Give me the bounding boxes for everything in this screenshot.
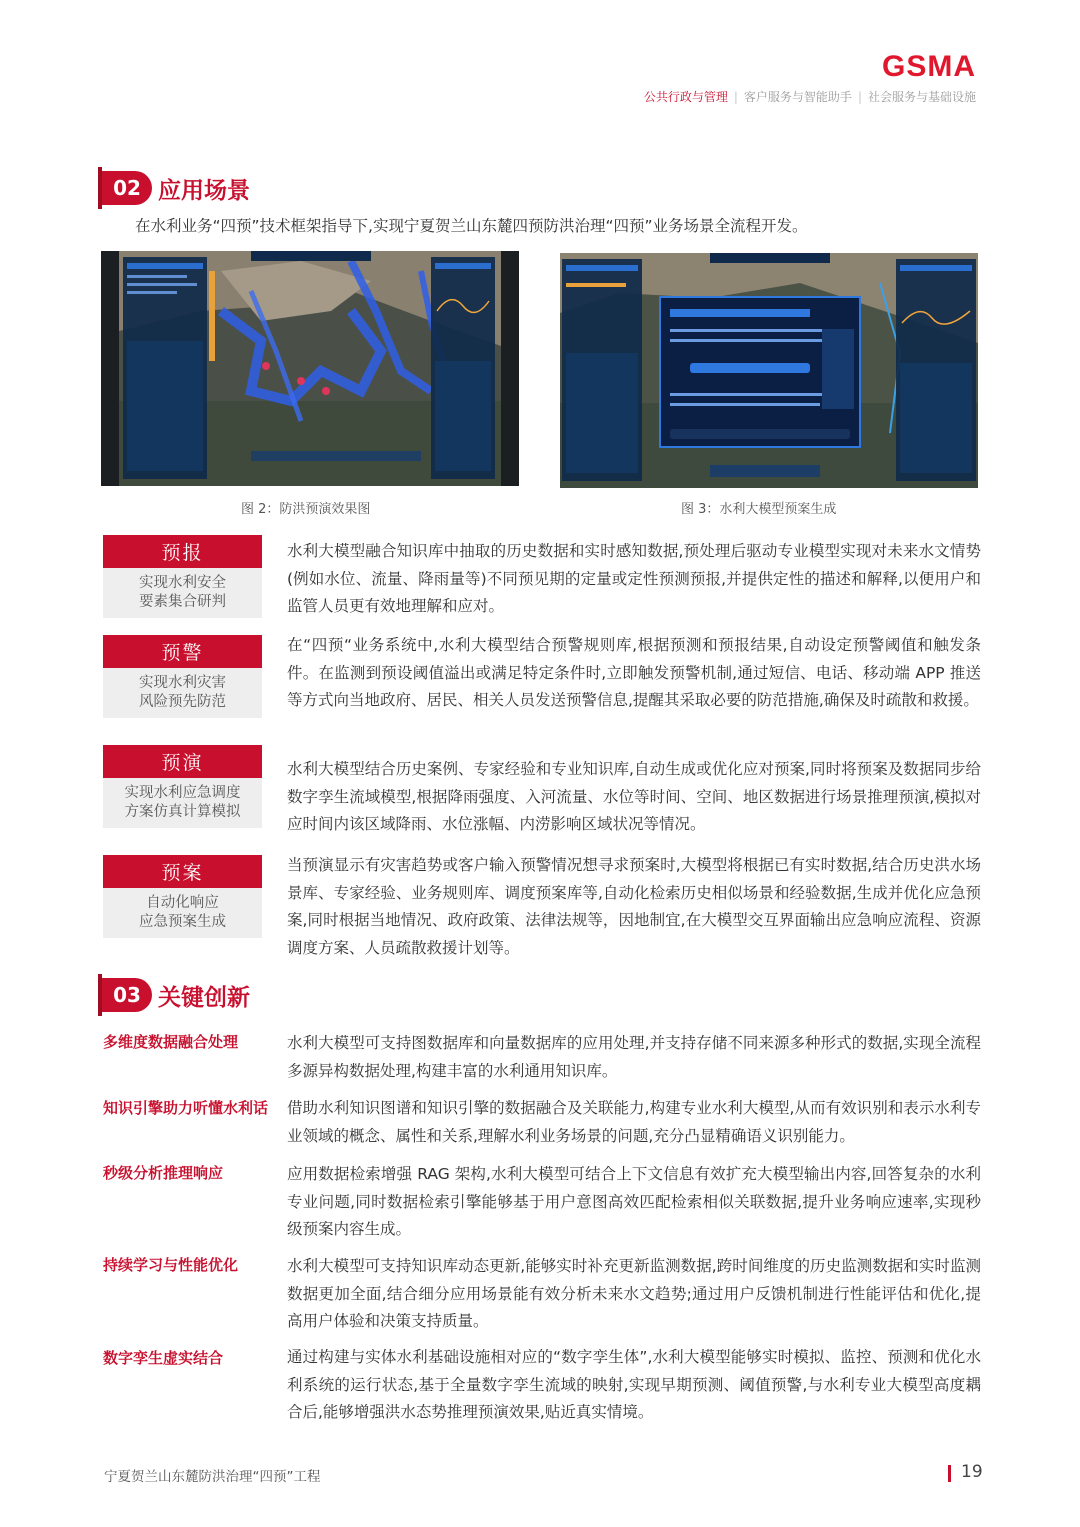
nav-item-social-services[interactable]: 社会服务与基础设施 bbox=[867, 90, 976, 104]
scenario-label: 预案 bbox=[103, 855, 262, 888]
scenario-subtitle: 自动化响应 应急预案生成 bbox=[103, 888, 262, 938]
scenario-label: 预报 bbox=[103, 535, 262, 568]
section-number: 03 bbox=[102, 978, 152, 1012]
innovation-label: 数字孪生虚实结合 bbox=[103, 1349, 224, 1367]
scenario-text-warning: 在“四预“业务系统中,水利大模型结合预警规则库,根据预测和预报结果,自动设定预警阈值和触发条件。在监测到预设阈值溢出或满足特定条件时,立即触发预警机制,通过短信、电话、移动端 APP 推送等方式向当地政府、居民、相关人员发送预警信息,提醒其采取必要的防范措施,确保及时疏散和救援。 bbox=[287, 636, 981, 709]
scenario-text-rehearsal: 水利大模型结合历史案例、专家经验和专业知识库,自动生成或优化应对预案,同时将预案及数据同步给数字孪生流域模型,根据降雨强度、入河流量、水位等时间、空间、地区数据进行场景推理预演,模拟对应时间内该区域降雨、水位涨幅、内涝影响区域状况等情况。 bbox=[287, 760, 981, 833]
figure-flood-rehearsal bbox=[101, 251, 519, 486]
scenario-card-warning bbox=[103, 635, 262, 718]
section-heading-scenarios bbox=[102, 170, 250, 206]
model-plan-image bbox=[560, 253, 978, 488]
nav-item-customer-service[interactable]: 客户服务与智能助手 bbox=[743, 90, 852, 104]
figure-model-plan bbox=[560, 253, 978, 488]
section-heading-innovation bbox=[102, 977, 250, 1013]
scenario-text-forecast: 水利大模型融合知识库中抽取的历史数据和实时感知数据,预处理后驱动专业模型实现对未来水文情势(例如水位、流量、降雨量等)不同预见期的定量或定性预测预报,并提供定性的描述和解释,以便用户和监管人员更有效地理解和应对。 bbox=[287, 542, 981, 615]
figure-2-caption: 图 2：防洪预演效果图 bbox=[241, 502, 371, 517]
footer-title: 宁夏贺兰山东麓防洪治理“四预”工程 bbox=[104, 1469, 321, 1485]
section-title: 应用场景 bbox=[158, 177, 250, 204]
innovation-text: 借助水利知识图谱和知识引擎的数据融合及关联能力,构建专业水利大模型,从而有效识别和表示水利专业领域的概念、属性和关系,理解水利业务场景的问题,充分凸显精确语义识别能力。 bbox=[287, 1099, 981, 1145]
gsma-logo: GSMA bbox=[882, 50, 976, 83]
scenario-subtitle: 实现水利应急调度 方案仿真计算模拟 bbox=[103, 778, 262, 828]
category-nav: 公共行政与管理 | 客户服务与智能助手 | 社会服务与基础设施 bbox=[643, 90, 976, 104]
flood-rehearsal-image bbox=[101, 251, 519, 486]
innovation-text: 应用数据检索增强 RAG 架构,水利大模型可结合上下文信息有效扩充大模型输出内容,回答复杂的水利专业问题,同时数据检索引擎能够基于用户意图高效匹配检索相似关联数据,提升业务响应速率,实现秒级预案内容生成。 bbox=[287, 1165, 981, 1238]
innovation-label: 多维度数据融合处理 bbox=[103, 1033, 239, 1051]
section-number: 02 bbox=[102, 171, 152, 205]
section-intro: 在水利业务“四预”技术框架指导下,实现宁夏贺兰山东麓四预防洪治理“四预”业务场景全流程开发。 bbox=[135, 217, 808, 235]
innovation-text: 水利大模型可支持知识库动态更新,能够实时补充更新监测数据,跨时间维度的历史监测数据和实时监测数据更加全面,结合细分应用场景能有效分析未来水文趋势;通过用户反馈机制进行性能评估和优化,提高用户体验和决策支持质量。 bbox=[287, 1257, 981, 1330]
scenario-subtitle: 实现水利灾害 风险预先防范 bbox=[103, 668, 262, 718]
innovation-label: 秒级分析推理响应 bbox=[103, 1164, 224, 1182]
scenario-label: 预警 bbox=[103, 635, 262, 668]
page-number-bar bbox=[948, 1465, 951, 1482]
scenario-subtitle: 实现水利安全 要素集合研判 bbox=[103, 568, 262, 618]
innovation-text: 通过构建与实体水利基础设施相对应的“数字孪生体”,水利大模型能够实时模拟、监控、预测和优化水利系统的运行状态,基于全量数字孪生流域的映射,实现早期预测、阈值预警,与水利专业大模型高度耦合后,能够增强洪水态势推理预演效果,贴近真实情境。 bbox=[287, 1348, 981, 1421]
page-number: 19 bbox=[961, 1462, 983, 1482]
innovation-text: 水利大模型可支持图数据库和向量数据库的应用处理,并支持存储不同来源多种形式的数据,实现全流程多源异构数据处理,构建丰富的水利通用知识库。 bbox=[287, 1034, 981, 1080]
section-title: 关键创新 bbox=[158, 984, 250, 1011]
figure-3-caption: 图 3：水利大模型预案生成 bbox=[681, 502, 837, 517]
scenario-card-plan bbox=[103, 855, 262, 938]
innovation-label: 持续学习与性能优化 bbox=[103, 1256, 239, 1274]
scenario-label: 预演 bbox=[103, 745, 262, 778]
scenario-text-plan: 当预演显示有灾害趋势或客户输入预警情况想寻求预案时,大模型将根据已有实时数据,结合历史洪水场景库、专家经验、业务规则库、调度预案库等,自动化检索历史相似场景和经验数据,生成并优化应急预案,同时根据当地情况、政府政策、法律法规等，因地制宜,在大模型交互界面输出应急响应流程、资源调度方案、人员疏散救援计划等。 bbox=[287, 856, 981, 957]
scenario-card-forecast bbox=[103, 535, 262, 618]
nav-item-public-admin[interactable]: 公共行政与管理 bbox=[643, 90, 728, 104]
innovation-label: 知识引擎助力听懂水利话 bbox=[103, 1099, 269, 1117]
scenario-card-rehearsal bbox=[103, 745, 262, 828]
